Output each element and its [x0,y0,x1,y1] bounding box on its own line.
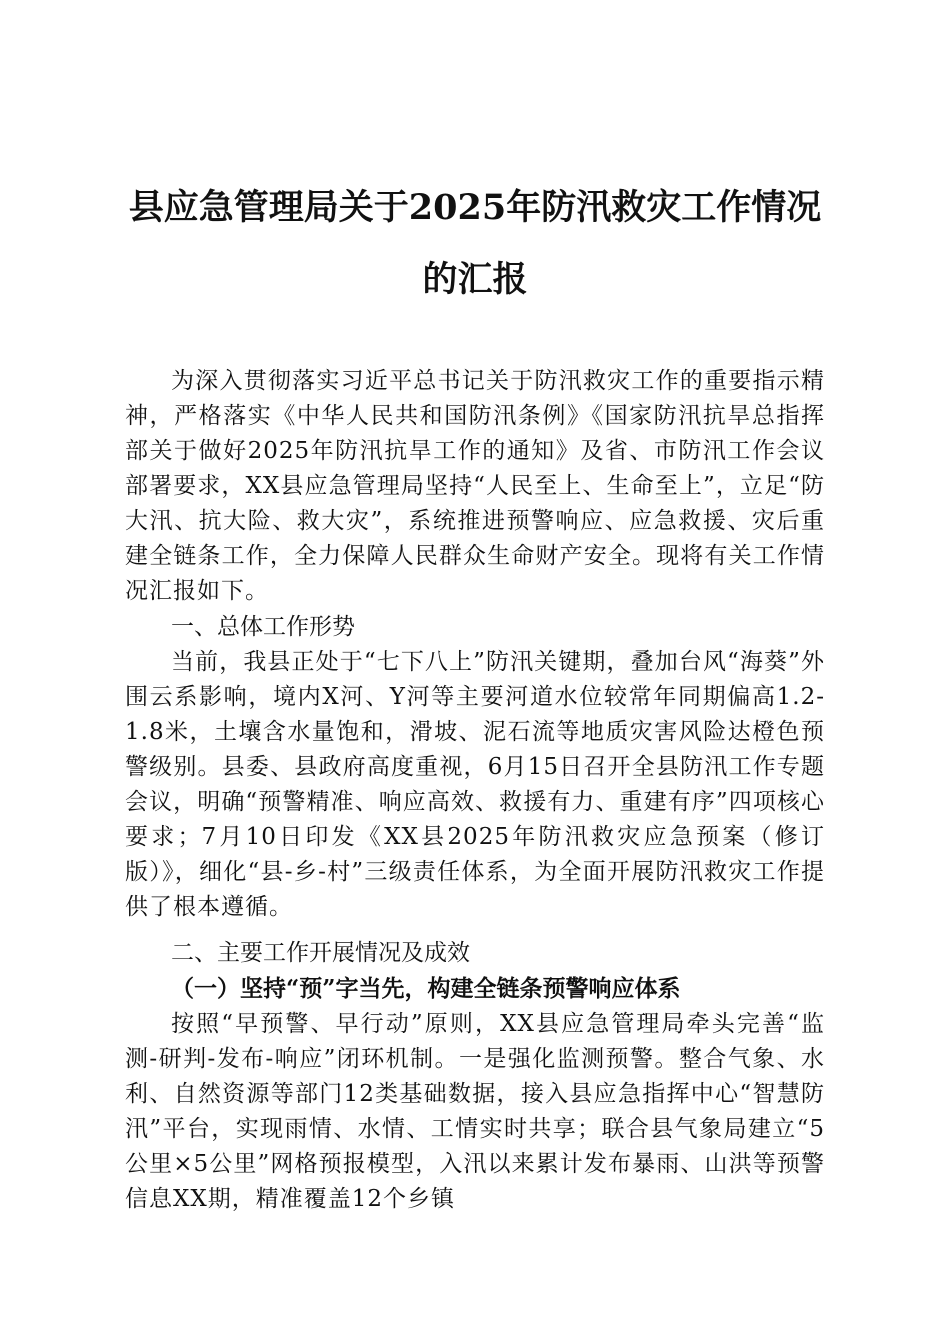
document-title [125,172,825,316]
title-line-2: 的汇报 [422,259,528,300]
title-line-1: 县应急管理局关于2025年防汛救灾工作情况 [128,187,822,228]
section-2-subheading-1: （一）坚持“预”字当先，构建全链条预警响应体系 [171,975,681,1002]
section-gap [125,925,825,935]
section-1-paragraph: 当前，我县正处于“七下八上”防汛关键期，叠加台风“海葵”外围云系影响，境内X河、Y河等主要河道水位较常年同期偏高1.2-1.8米，土壤含水量饱和，滑坡、泥石流等地质灾害风险达橙色预警级别。县委、县政府高度重视，6月15日召开全县防汛工作专题会议，明确“预警精准、响应高效、救援有力、重建有序”四项核心要求；7月10日印发《XX县2025年防汛救灾应急预案（修订版）》，细化“县-乡-村”三级责任体系，为全面开展防汛救灾工作提供了根本遵循。 [125,649,825,920]
document-body [125,364,825,1217]
section-2-paragraph-1: 按照“早预警、早行动”原则，XX县应急管理局牵头完善“监测-研判-发布-响应”闭环机制。一是强化监测预警。整合气象、水利、自然资源等部门12类基础数据，接入县应急指挥中心“智慧防汛”平台，实现雨情、水情、工情实时共享；联合县气象局建立“5公里×5公里”网格预报模型，入汛以来累计发布暴雨、山洪等预警信息XX期，精准覆盖12个乡镇 [125,1011,825,1212]
section-1-heading: 一、总体工作形势 [171,614,355,640]
intro-paragraph: 为深入贯彻落实习近平总书记关于防汛救灾工作的重要指示精神，严格落实《中华人民共和国防汛条例》《国家防汛抗旱总指挥部关于做好2025年防汛抗旱工作的通知》及省、市防汛工作会议部署要求，XX县应急管理局坚持“人民至上、生命至上”，立足“防大汛、抗大险、救大灾”，系统推进预警响应、应急救援、灾后重建全链条工作，全力保障人民群众生命财产安全。现将有关工作情况汇报如下。 [125,368,825,604]
section-2-heading: 二、主要工作开展情况及成效 [171,940,470,966]
